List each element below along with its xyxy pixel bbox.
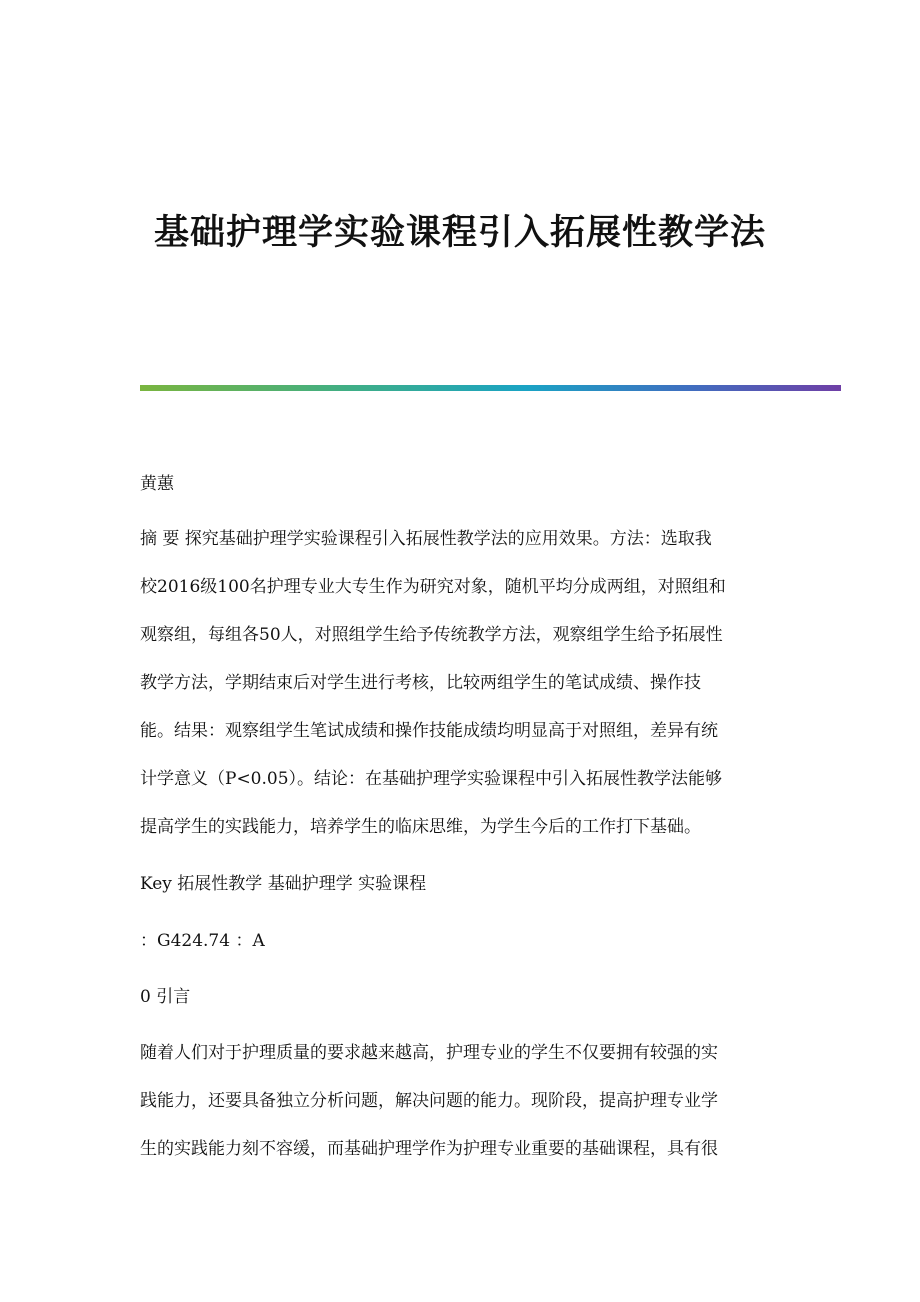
body-line: 践能力，还要具备独立分析问题，解决问题的能力。现阶段，提高护理专业学 [140, 1091, 718, 1111]
abstract-line: 观察组，每组各50人，对照组学生给予传统教学方法，观察组学生给予拓展性 [140, 625, 723, 645]
classification-code: ：G424.74 ：A [140, 931, 265, 951]
abstract-line: 校2016级100名护理专业大专生作为研究对象，随机平均分成两组，对照组和 [140, 577, 726, 597]
abstract-line: 教学方法，学期结束后对学生进行考核，比较两组学生的笔试成绩、操作技 [140, 673, 701, 693]
document-title: 基础护理学实验课程引入拓展性教学法 [153, 213, 766, 253]
abstract-line: 能。结果：观察组学生笔试成绩和操作技能成绩均明显高于对照组，差异有统 [140, 721, 718, 741]
keywords: Key 拓展性教学 基础护理学 实验课程 [140, 874, 427, 894]
abstract-line: 提高学生的实践能力，培养学生的临床思维，为学生今后的工作打下基础。 [140, 817, 701, 837]
section-heading: 0 引言 [140, 987, 191, 1007]
title-divider [140, 385, 841, 391]
author-name: 黄蕙 [140, 474, 174, 494]
abstract-line: 摘 要 探究基础护理学实验课程引入拓展性教学法的应用效果。方法：选取我 [140, 529, 712, 549]
abstract-line: 计学意义（P<0.05）。结论：在基础护理学实验课程中引入拓展性教学法能够 [140, 769, 723, 789]
body-line: 随着人们对于护理质量的要求越来越高，护理专业的学生不仅要拥有较强的实 [140, 1043, 718, 1063]
body-line: 生的实践能力刻不容缓，而基础护理学作为护理专业重要的基础课程，具有很 [140, 1139, 718, 1159]
